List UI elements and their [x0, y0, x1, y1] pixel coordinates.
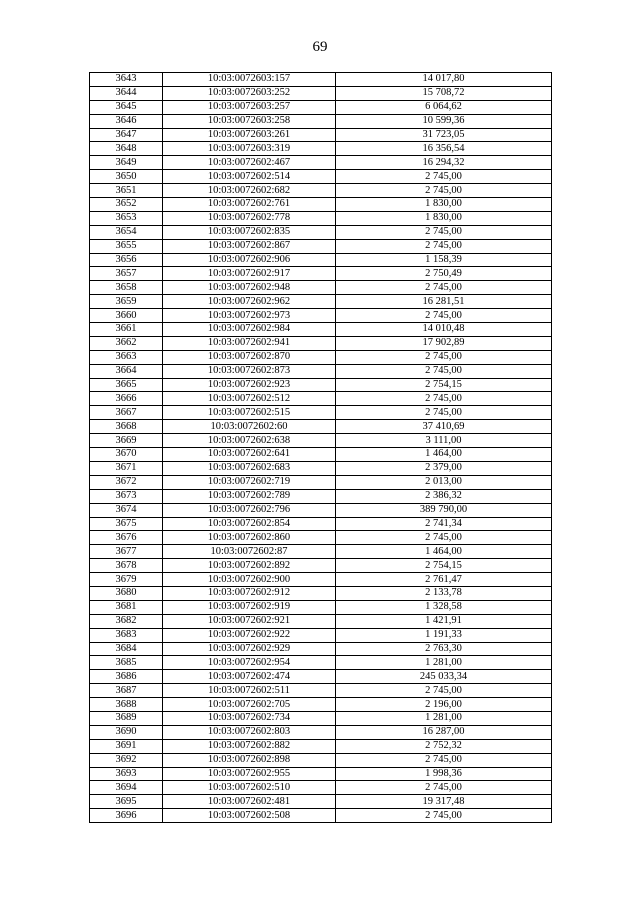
amount-cell: 2 745,00: [336, 170, 552, 184]
row-number-cell: 3681: [90, 600, 163, 614]
row-number-cell: 3662: [90, 336, 163, 350]
table-row: [90, 323, 552, 337]
amount-cell: 2 745,00: [336, 684, 552, 698]
table-row: [90, 809, 552, 823]
amount-cell: 1 830,00: [336, 198, 552, 212]
amount-cell: 2 750,49: [336, 267, 552, 281]
amount-cell: 31 723,05: [336, 128, 552, 142]
amount-cell: 1 464,00: [336, 545, 552, 559]
row-number-cell: 3667: [90, 406, 163, 420]
cadastral-number-cell: 10:03:0072602:912: [163, 586, 336, 600]
cadastral-number-cell: 10:03:0072602:683: [163, 461, 336, 475]
cadastral-number-cell: 10:03:0072602:641: [163, 448, 336, 462]
amount-cell: 2 745,00: [336, 406, 552, 420]
amount-cell: 2 745,00: [336, 309, 552, 323]
cadastral-number-cell: 10:03:0072603:258: [163, 114, 336, 128]
table-body: [90, 73, 552, 823]
row-number-cell: 3682: [90, 614, 163, 628]
amount-cell: 2 745,00: [336, 392, 552, 406]
amount-cell: 14 010,48: [336, 323, 552, 337]
row-number-cell: 3668: [90, 420, 163, 434]
cadastral-number-cell: 10:03:0072602:705: [163, 698, 336, 712]
amount-cell: 2 745,00: [336, 781, 552, 795]
cadastral-number-cell: 10:03:0072602:761: [163, 198, 336, 212]
row-number-cell: 3677: [90, 545, 163, 559]
amount-cell: 1 464,00: [336, 448, 552, 462]
cadastral-number-cell: 10:03:0072602:860: [163, 531, 336, 545]
cadastral-number-cell: 10:03:0072602:962: [163, 295, 336, 309]
cadastral-number-cell: 10:03:0072603:257: [163, 100, 336, 114]
amount-cell: 2 379,00: [336, 461, 552, 475]
amount-cell: 6 064,62: [336, 100, 552, 114]
table-row: [90, 684, 552, 698]
cadastral-number-cell: 10:03:0072602:514: [163, 170, 336, 184]
amount-cell: 2 745,00: [336, 753, 552, 767]
table-row: [90, 156, 552, 170]
amount-cell: 2 745,00: [336, 531, 552, 545]
amount-cell: 16 294,32: [336, 156, 552, 170]
table-row: [90, 739, 552, 753]
data-table: [89, 72, 552, 823]
table-row: [90, 559, 552, 573]
table-row: [90, 586, 552, 600]
cadastral-number-cell: 10:03:0072602:984: [163, 323, 336, 337]
cadastral-number-cell: 10:03:0072602:854: [163, 517, 336, 531]
cadastral-number-cell: 10:03:0072602:898: [163, 753, 336, 767]
amount-cell: 2 013,00: [336, 475, 552, 489]
row-number-cell: 3689: [90, 711, 163, 725]
table-row: [90, 309, 552, 323]
cadastral-number-cell: 10:03:0072602:867: [163, 239, 336, 253]
row-number-cell: 3646: [90, 114, 163, 128]
row-number-cell: 3644: [90, 86, 163, 100]
cadastral-number-cell: 10:03:0072602:682: [163, 184, 336, 198]
cadastral-number-cell: 10:03:0072602:917: [163, 267, 336, 281]
row-number-cell: 3650: [90, 170, 163, 184]
row-number-cell: 3653: [90, 211, 163, 225]
amount-cell: 1 281,00: [336, 711, 552, 725]
amount-cell: 10 599,36: [336, 114, 552, 128]
row-number-cell: 3661: [90, 323, 163, 337]
table-row: [90, 711, 552, 725]
row-number-cell: 3676: [90, 531, 163, 545]
amount-cell: 245 033,34: [336, 670, 552, 684]
cadastral-number-cell: 10:03:0072602:789: [163, 489, 336, 503]
amount-cell: 1 281,00: [336, 656, 552, 670]
row-number-cell: 3651: [90, 184, 163, 198]
row-number-cell: 3649: [90, 156, 163, 170]
amount-cell: 16 356,54: [336, 142, 552, 156]
page-number: 69: [312, 39, 328, 55]
cadastral-number-cell: 10:03:0072602:835: [163, 225, 336, 239]
table-row: [90, 86, 552, 100]
row-number-cell: 3647: [90, 128, 163, 142]
table-row: [90, 364, 552, 378]
amount-cell: 2 745,00: [336, 364, 552, 378]
row-number-cell: 3645: [90, 100, 163, 114]
cadastral-number-cell: 10:03:0072602:515: [163, 406, 336, 420]
table-row: [90, 781, 552, 795]
cadastral-number-cell: 10:03:0072602:948: [163, 281, 336, 295]
amount-cell: 2 752,32: [336, 739, 552, 753]
table-row: [90, 239, 552, 253]
row-number-cell: 3690: [90, 725, 163, 739]
amount-cell: 2 754,15: [336, 559, 552, 573]
row-number-cell: 3663: [90, 350, 163, 364]
row-number-cell: 3685: [90, 656, 163, 670]
cadastral-number-cell: 10:03:0072602:512: [163, 392, 336, 406]
cadastral-number-cell: 10:03:0072602:954: [163, 656, 336, 670]
table-row: [90, 545, 552, 559]
cadastral-number-cell: 10:03:0072602:467: [163, 156, 336, 170]
table-row: [90, 448, 552, 462]
table-row: [90, 184, 552, 198]
row-number-cell: 3652: [90, 198, 163, 212]
cadastral-number-cell: 10:03:0072602:873: [163, 364, 336, 378]
table-row: [90, 628, 552, 642]
amount-cell: 19 317,48: [336, 795, 552, 809]
row-number-cell: 3674: [90, 503, 163, 517]
table-row: [90, 656, 552, 670]
table-row: [90, 295, 552, 309]
row-number-cell: 3693: [90, 767, 163, 781]
cadastral-number-cell: 10:03:0072602:921: [163, 614, 336, 628]
row-number-cell: 3688: [90, 698, 163, 712]
table-row: [90, 503, 552, 517]
cadastral-number-cell: 10:03:0072602:719: [163, 475, 336, 489]
cadastral-number-cell: 10:03:0072603:157: [163, 73, 336, 87]
row-number-cell: 3679: [90, 573, 163, 587]
amount-cell: 1 998,36: [336, 767, 552, 781]
amount-cell: 15 708,72: [336, 86, 552, 100]
amount-cell: 1 158,39: [336, 253, 552, 267]
row-number-cell: 3664: [90, 364, 163, 378]
row-number-cell: 3672: [90, 475, 163, 489]
row-number-cell: 3678: [90, 559, 163, 573]
table-row: [90, 420, 552, 434]
row-number-cell: 3694: [90, 781, 163, 795]
cadastral-number-cell: 10:03:0072602:510: [163, 781, 336, 795]
row-number-cell: 3666: [90, 392, 163, 406]
amount-cell: 16 287,00: [336, 725, 552, 739]
row-number-cell: 3660: [90, 309, 163, 323]
cadastral-number-cell: 10:03:0072602:638: [163, 434, 336, 448]
row-number-cell: 3658: [90, 281, 163, 295]
row-number-cell: 3656: [90, 253, 163, 267]
row-number-cell: 3654: [90, 225, 163, 239]
amount-cell: 2 745,00: [336, 184, 552, 198]
table-row: [90, 406, 552, 420]
amount-cell: 14 017,80: [336, 73, 552, 87]
amount-cell: 3 111,00: [336, 434, 552, 448]
amount-cell: 2 745,00: [336, 809, 552, 823]
row-number-cell: 3680: [90, 586, 163, 600]
table-row: [90, 225, 552, 239]
row-number-cell: 3655: [90, 239, 163, 253]
table-row: [90, 670, 552, 684]
amount-cell: 2 763,30: [336, 642, 552, 656]
table-row: [90, 198, 552, 212]
amount-cell: 1 421,91: [336, 614, 552, 628]
amount-cell: 2 754,15: [336, 378, 552, 392]
table-row: [90, 253, 552, 267]
amount-cell: 2 761,47: [336, 573, 552, 587]
table-row: [90, 170, 552, 184]
table-row: [90, 142, 552, 156]
table-row: [90, 378, 552, 392]
table-row: [90, 642, 552, 656]
row-number-cell: 3665: [90, 378, 163, 392]
amount-cell: 2 133,78: [336, 586, 552, 600]
table-row: [90, 434, 552, 448]
row-number-cell: 3675: [90, 517, 163, 531]
table-row: [90, 489, 552, 503]
cadastral-number-cell: 10:03:0072602:892: [163, 559, 336, 573]
row-number-cell: 3684: [90, 642, 163, 656]
cadastral-number-cell: 10:03:0072602:778: [163, 211, 336, 225]
table-row: [90, 767, 552, 781]
amount-cell: 17 902,89: [336, 336, 552, 350]
cadastral-number-cell: 10:03:0072602:919: [163, 600, 336, 614]
table-row: [90, 100, 552, 114]
cadastral-number-cell: 10:03:0072602:481: [163, 795, 336, 809]
row-number-cell: 3692: [90, 753, 163, 767]
amount-cell: 2 745,00: [336, 281, 552, 295]
cadastral-number-cell: 10:03:0072602:900: [163, 573, 336, 587]
table-row: [90, 211, 552, 225]
row-number-cell: 3686: [90, 670, 163, 684]
table-row: [90, 267, 552, 281]
cadastral-number-cell: 10:03:0072602:922: [163, 628, 336, 642]
cadastral-number-cell: 10:03:0072603:252: [163, 86, 336, 100]
cadastral-number-cell: 10:03:0072603:261: [163, 128, 336, 142]
amount-cell: 2 386,32: [336, 489, 552, 503]
cadastral-number-cell: 10:03:0072602:60: [163, 420, 336, 434]
cadastral-number-cell: 10:03:0072602:734: [163, 711, 336, 725]
cadastral-number-cell: 10:03:0072602:474: [163, 670, 336, 684]
table-row: [90, 114, 552, 128]
table-row: [90, 753, 552, 767]
row-number-cell: 3659: [90, 295, 163, 309]
amount-cell: 2 745,00: [336, 239, 552, 253]
row-number-cell: 3695: [90, 795, 163, 809]
cadastral-number-cell: 10:03:0072603:319: [163, 142, 336, 156]
row-number-cell: 3683: [90, 628, 163, 642]
amount-cell: 16 281,51: [336, 295, 552, 309]
cadastral-number-cell: 10:03:0072602:870: [163, 350, 336, 364]
table-row: [90, 573, 552, 587]
cadastral-number-cell: 10:03:0072602:882: [163, 739, 336, 753]
cadastral-number-cell: 10:03:0072602:796: [163, 503, 336, 517]
amount-cell: 2 741,34: [336, 517, 552, 531]
amount-cell: 2 745,00: [336, 350, 552, 364]
table-row: [90, 600, 552, 614]
cadastral-number-cell: 10:03:0072602:508: [163, 809, 336, 823]
table-row: [90, 73, 552, 87]
row-number-cell: 3691: [90, 739, 163, 753]
table-row: [90, 392, 552, 406]
row-number-cell: 3669: [90, 434, 163, 448]
cadastral-number-cell: 10:03:0072602:929: [163, 642, 336, 656]
table-row: [90, 475, 552, 489]
table-row: [90, 336, 552, 350]
table-row: [90, 350, 552, 364]
amount-cell: 2 196,00: [336, 698, 552, 712]
row-number-cell: 3671: [90, 461, 163, 475]
row-number-cell: 3687: [90, 684, 163, 698]
cadastral-number-cell: 10:03:0072602:941: [163, 336, 336, 350]
table-row: [90, 128, 552, 142]
row-number-cell: 3657: [90, 267, 163, 281]
table-row: [90, 725, 552, 739]
table-row: [90, 795, 552, 809]
cadastral-number-cell: 10:03:0072602:973: [163, 309, 336, 323]
table-row: [90, 698, 552, 712]
table-row: [90, 614, 552, 628]
row-number-cell: 3643: [90, 73, 163, 87]
amount-cell: 1 328,58: [336, 600, 552, 614]
cadastral-number-cell: 10:03:0072602:87: [163, 545, 336, 559]
cadastral-number-cell: 10:03:0072602:923: [163, 378, 336, 392]
amount-cell: 37 410,69: [336, 420, 552, 434]
row-number-cell: 3696: [90, 809, 163, 823]
table-row: [90, 531, 552, 545]
cadastral-number-cell: 10:03:0072602:955: [163, 767, 336, 781]
row-number-cell: 3648: [90, 142, 163, 156]
table-row: [90, 281, 552, 295]
table-row: [90, 517, 552, 531]
cadastral-number-cell: 10:03:0072602:803: [163, 725, 336, 739]
amount-cell: 1 191,33: [336, 628, 552, 642]
row-number-cell: 3670: [90, 448, 163, 462]
amount-cell: 389 790,00: [336, 503, 552, 517]
cadastral-number-cell: 10:03:0072602:906: [163, 253, 336, 267]
amount-cell: 1 830,00: [336, 211, 552, 225]
cadastral-number-cell: 10:03:0072602:511: [163, 684, 336, 698]
amount-cell: 2 745,00: [336, 225, 552, 239]
table-row: [90, 461, 552, 475]
row-number-cell: 3673: [90, 489, 163, 503]
